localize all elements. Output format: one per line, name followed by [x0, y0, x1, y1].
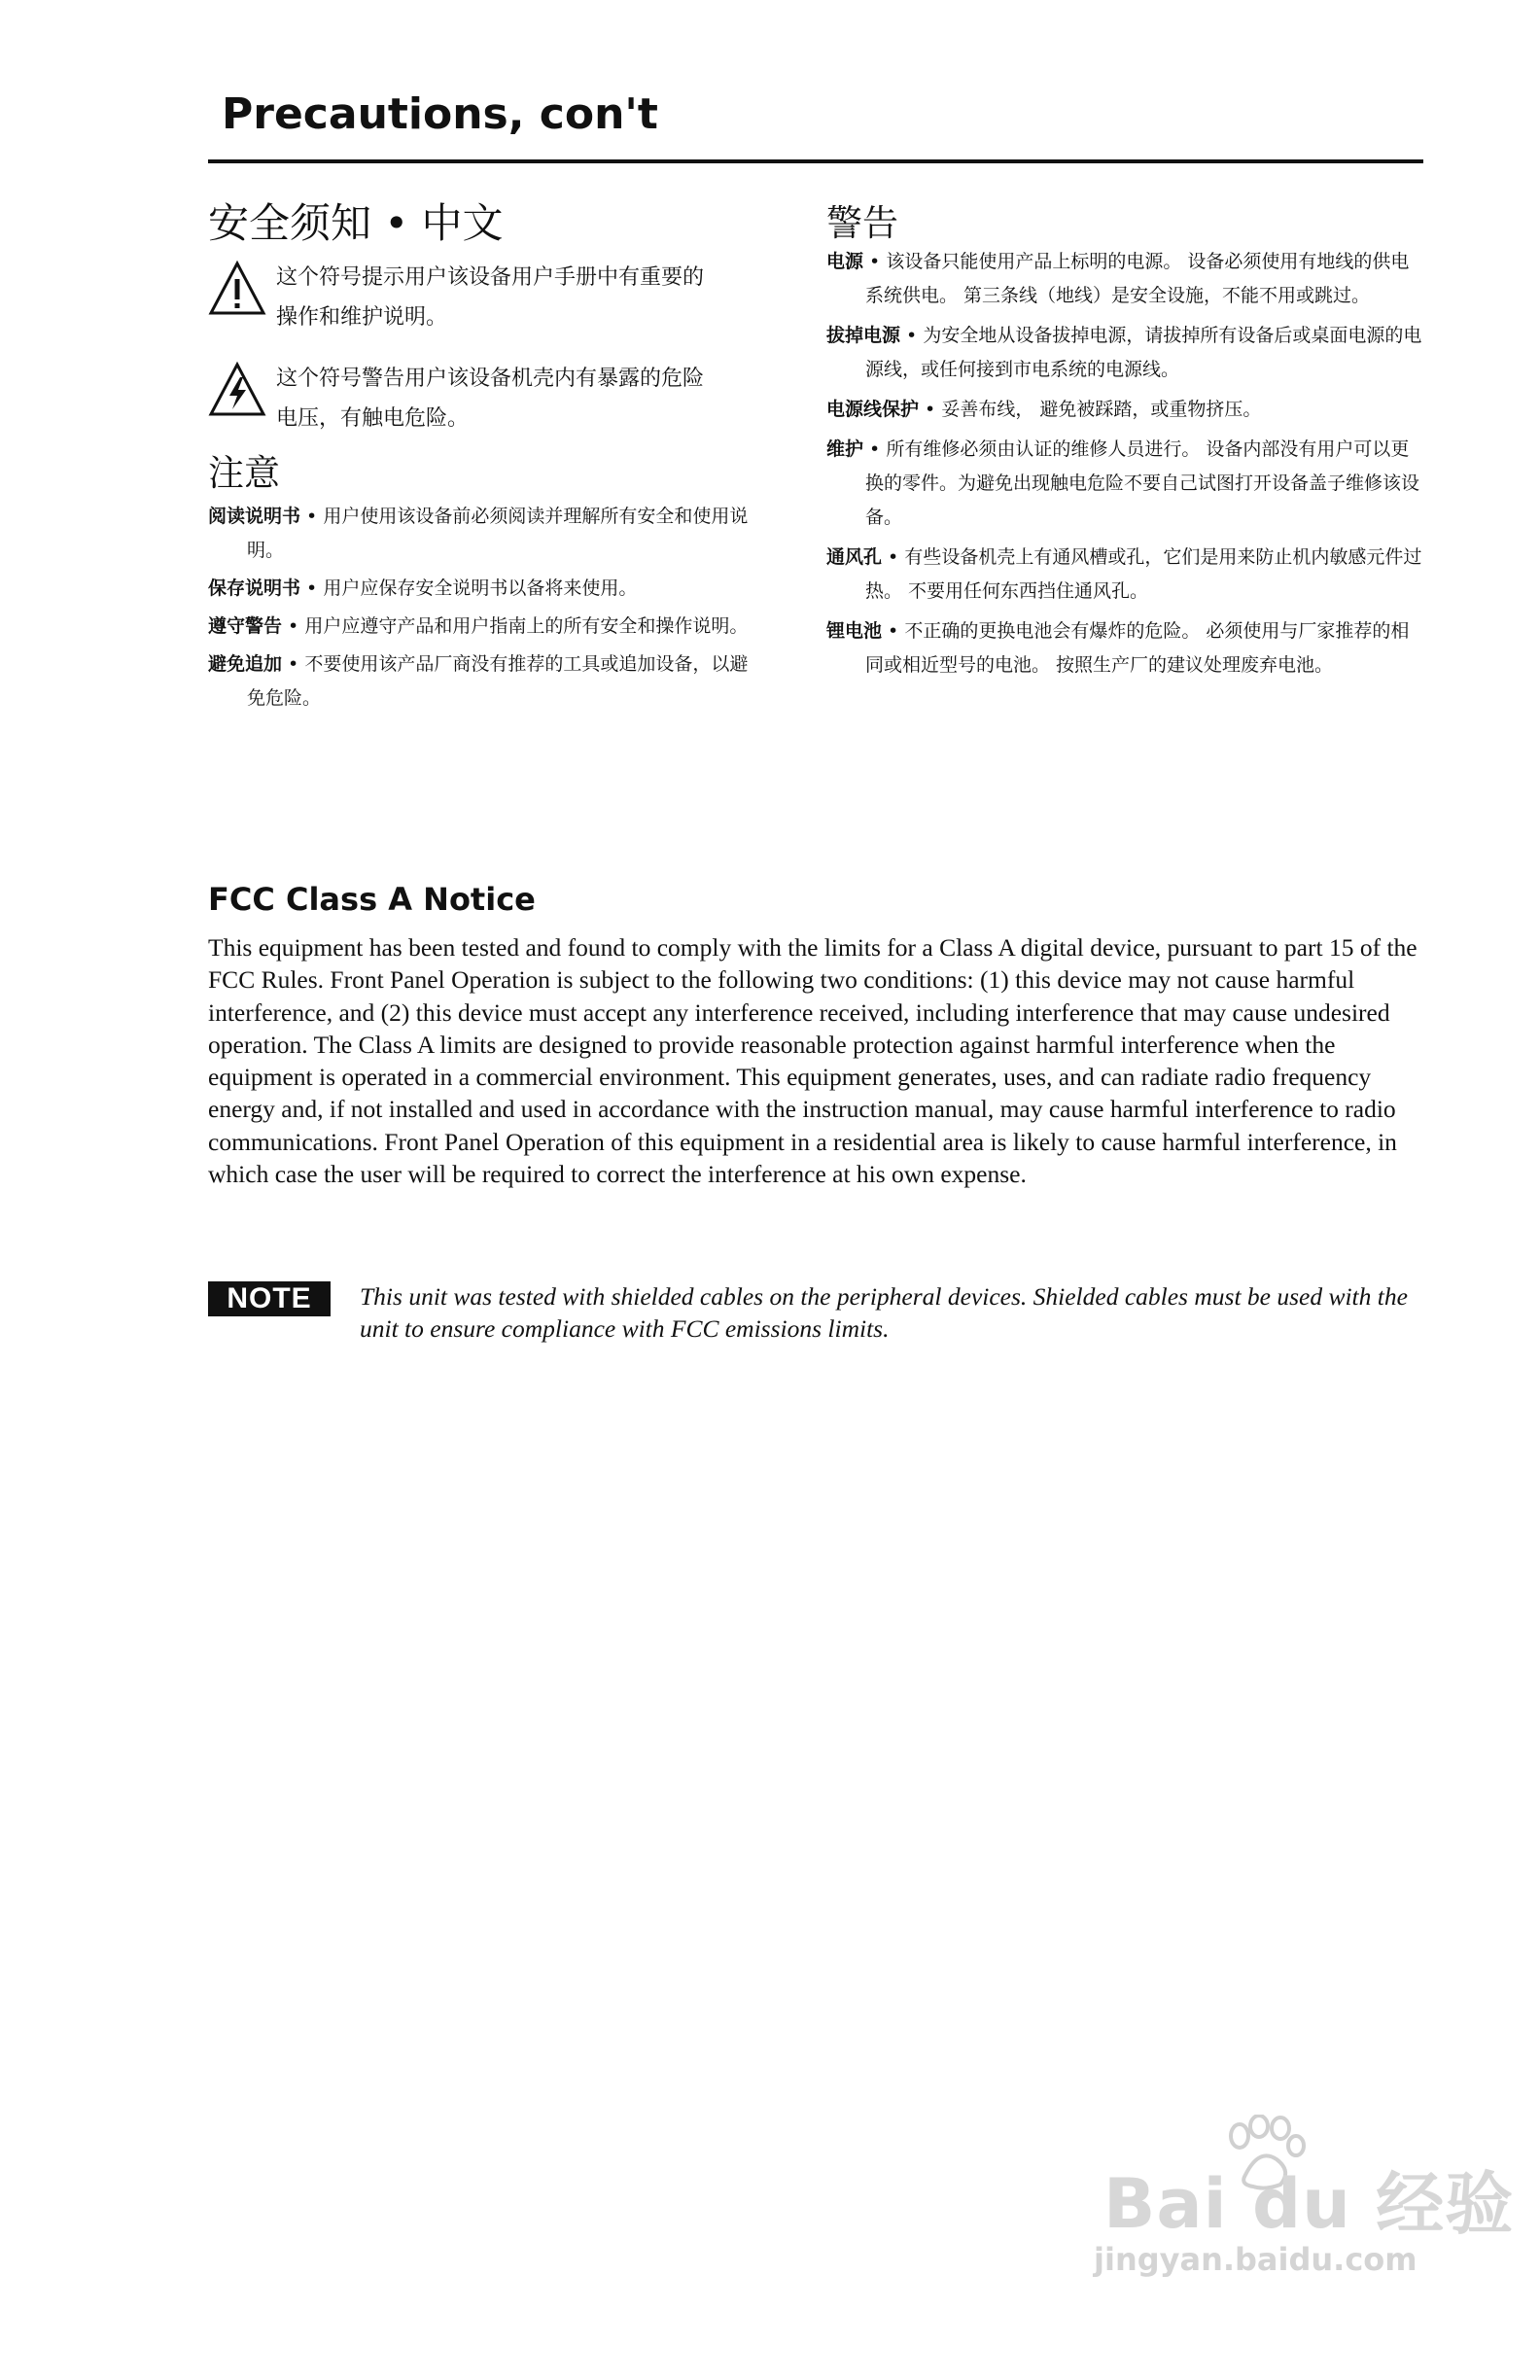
list-item: 电源 • 该设备只能使用产品上标明的电源。 设备必须使用有地线的供电系统供电。 第三条线（地线）是安全设施，不能不用或跳过。 [826, 251, 1410, 307]
note-text-italic: This unit was tested with shielded cables on the peripheral devices. Shielded cables must be used with the unit to ensure compliance with FCC emissions limits. [360, 1282, 1408, 1343]
note-term: 遵守警告 [208, 614, 283, 637]
safety-cn-heading: 安全须知 • 中文 [208, 199, 504, 247]
watermark-url: jingyan.baidu.com [1094, 2241, 1418, 2278]
warning-triangle-lightning-icon [208, 361, 266, 419]
note-text: 妥善布线， 避免被踩踏，或重物挤压。 [941, 399, 1262, 421]
symbol-row-exclamation [208, 258, 752, 337]
note-text: 为安全地从设备拔掉电源，请拔掉所有设备后或桌面电源的电源线，或任何接到市电系统的电源线。 [865, 325, 1422, 381]
list-item: 拔掉电源 • 为安全地从设备拔掉电源，请拔掉所有设备后或桌面电源的电源线，或任何接到市电系统的电源线。 [826, 325, 1422, 381]
list-item: 维护 • 所有维修必须由认证的维修人员进行。 设备内部没有用户可以更换的零件。为避免出现触电危险不要自己试图打开设备盖子维修该设备。 [826, 438, 1420, 529]
note-text: 不正确的更换电池会有爆炸的危险。 必须使用与厂家推荐的相同或相近型号的电池。 按照生产厂的建议处理废弃电池。 [865, 620, 1410, 677]
list-item: 避免追加 • 不要使用该产品厂商没有推荐的工具或追加设备，以避免危险。 [208, 652, 749, 709]
note-term: 维护 [826, 438, 864, 461]
note-term: 阅读说明书 [208, 505, 301, 527]
note-term: 锂电池 [826, 620, 883, 643]
note-term: 电源 [826, 251, 864, 273]
note-term: 保存说明书 [208, 577, 301, 599]
symbol2-text: 这个符号警告用户该设备机壳内有暴露的危险电压，有触电危险。 [276, 367, 705, 432]
note-text: 用户应遵守产品和用户指南上的所有安全和操作说明。 [304, 614, 749, 637]
warning-cn-section [826, 202, 1423, 688]
list-item: 阅读说明书 • 用户使用该设备前必须阅读并理解所有安全和使用说明。 [208, 505, 749, 561]
warning-triangle-exclamation-icon [208, 260, 266, 318]
list-item: 保存说明书 • 用户应保存安全说明书以备将来使用。 [208, 577, 638, 599]
note-term: 避免追加 [208, 652, 283, 675]
note-text: 该设备只能使用产品上标明的电源。 设备必须使用有地线的供电系统供电。 第三条线（地线）是安全设施，不能不用或跳过。 [865, 251, 1410, 307]
baidu-watermark [1074, 2115, 1515, 2309]
warning-cn-heading: 警告 [826, 202, 898, 244]
note-term: 拔掉电源 [826, 325, 901, 347]
safety-cn-section [208, 199, 752, 719]
list-item: 通风孔 • 有些设备机壳上有通风槽或孔，它们是用来防止机内敏感元件过热。 不要用任何东西挡住通风孔。 [826, 546, 1422, 603]
note-term: 电源线保护 [826, 399, 920, 421]
page-title: Precautions, con't [222, 89, 658, 139]
symbol-row-lightning [208, 359, 752, 438]
fcc-body: This equipment has been tested and found to comply with the limits for a Class A digital device, pursuant to part 15 of the FCC Rules. Front Panel Operation is subject to the following two conditions: (1) this device may not cause harmful interference, and (2) this device must accept any interference received, including interference that may cause undesired operation. The Class A limits are designed to provide reasonable protection against harmful interference when the equipment is operated in a commercial environment. This equipment generates, uses, and can radiate radio frequency energy and, if not installed and used in accordance with the instruction manual, may cause harmful interference to radio communications. Front Panel Operation of this equipment in a residential area is likely to cause harmful interference, in which case the user will be required to correct the interference at his own expense. [208, 933, 1418, 1189]
note-text: 用户应保存安全说明书以备将来使用。 [323, 577, 638, 599]
watermark-logo-text: Bai du 经验 [1103, 2164, 1515, 2244]
list-item: 遵守警告 • 用户应遵守产品和用户指南上的所有安全和操作说明。 [208, 614, 749, 637]
note-text: 所有维修必须由认证的维修人员进行。 设备内部没有用户可以更换的零件。为避免出现触电危险不要自己试图打开设备盖子维修该设备。 [865, 438, 1420, 529]
list-item: 锂电池 • 不正确的更换电池会有爆炸的危险。 必须使用与厂家推荐的相同或相近型号的电池。 按照生产厂的建议处理废弃电池。 [826, 620, 1410, 677]
symbol1-text: 这个符号提示用户该设备用户手册中有重要的操作和维护说明。 [276, 265, 705, 331]
fcc-title: FCC Class A Notice [208, 881, 536, 918]
note-text: 用户使用该设备前必须阅读并理解所有安全和使用说明。 [247, 505, 749, 561]
note-badge: NOTE [208, 1281, 331, 1316]
safety-notes-list [208, 500, 752, 716]
warning-notes-list [826, 245, 1423, 682]
note-text: 不要使用该产品厂商没有推荐的工具或追加设备，以避免危险。 [247, 652, 749, 709]
title-rule [208, 159, 1423, 163]
note-text: 有些设备机壳上有通风槽或孔，它们是用来防止机内敏感元件过热。 不要用任何东西挡住通风孔。 [865, 546, 1422, 603]
note-term: 通风孔 [826, 546, 883, 569]
notice-heading: 注意 [208, 452, 280, 495]
list-item: 电源线保护 • 妥善布线， 避免被踩踏，或重物挤压。 [826, 399, 1262, 421]
